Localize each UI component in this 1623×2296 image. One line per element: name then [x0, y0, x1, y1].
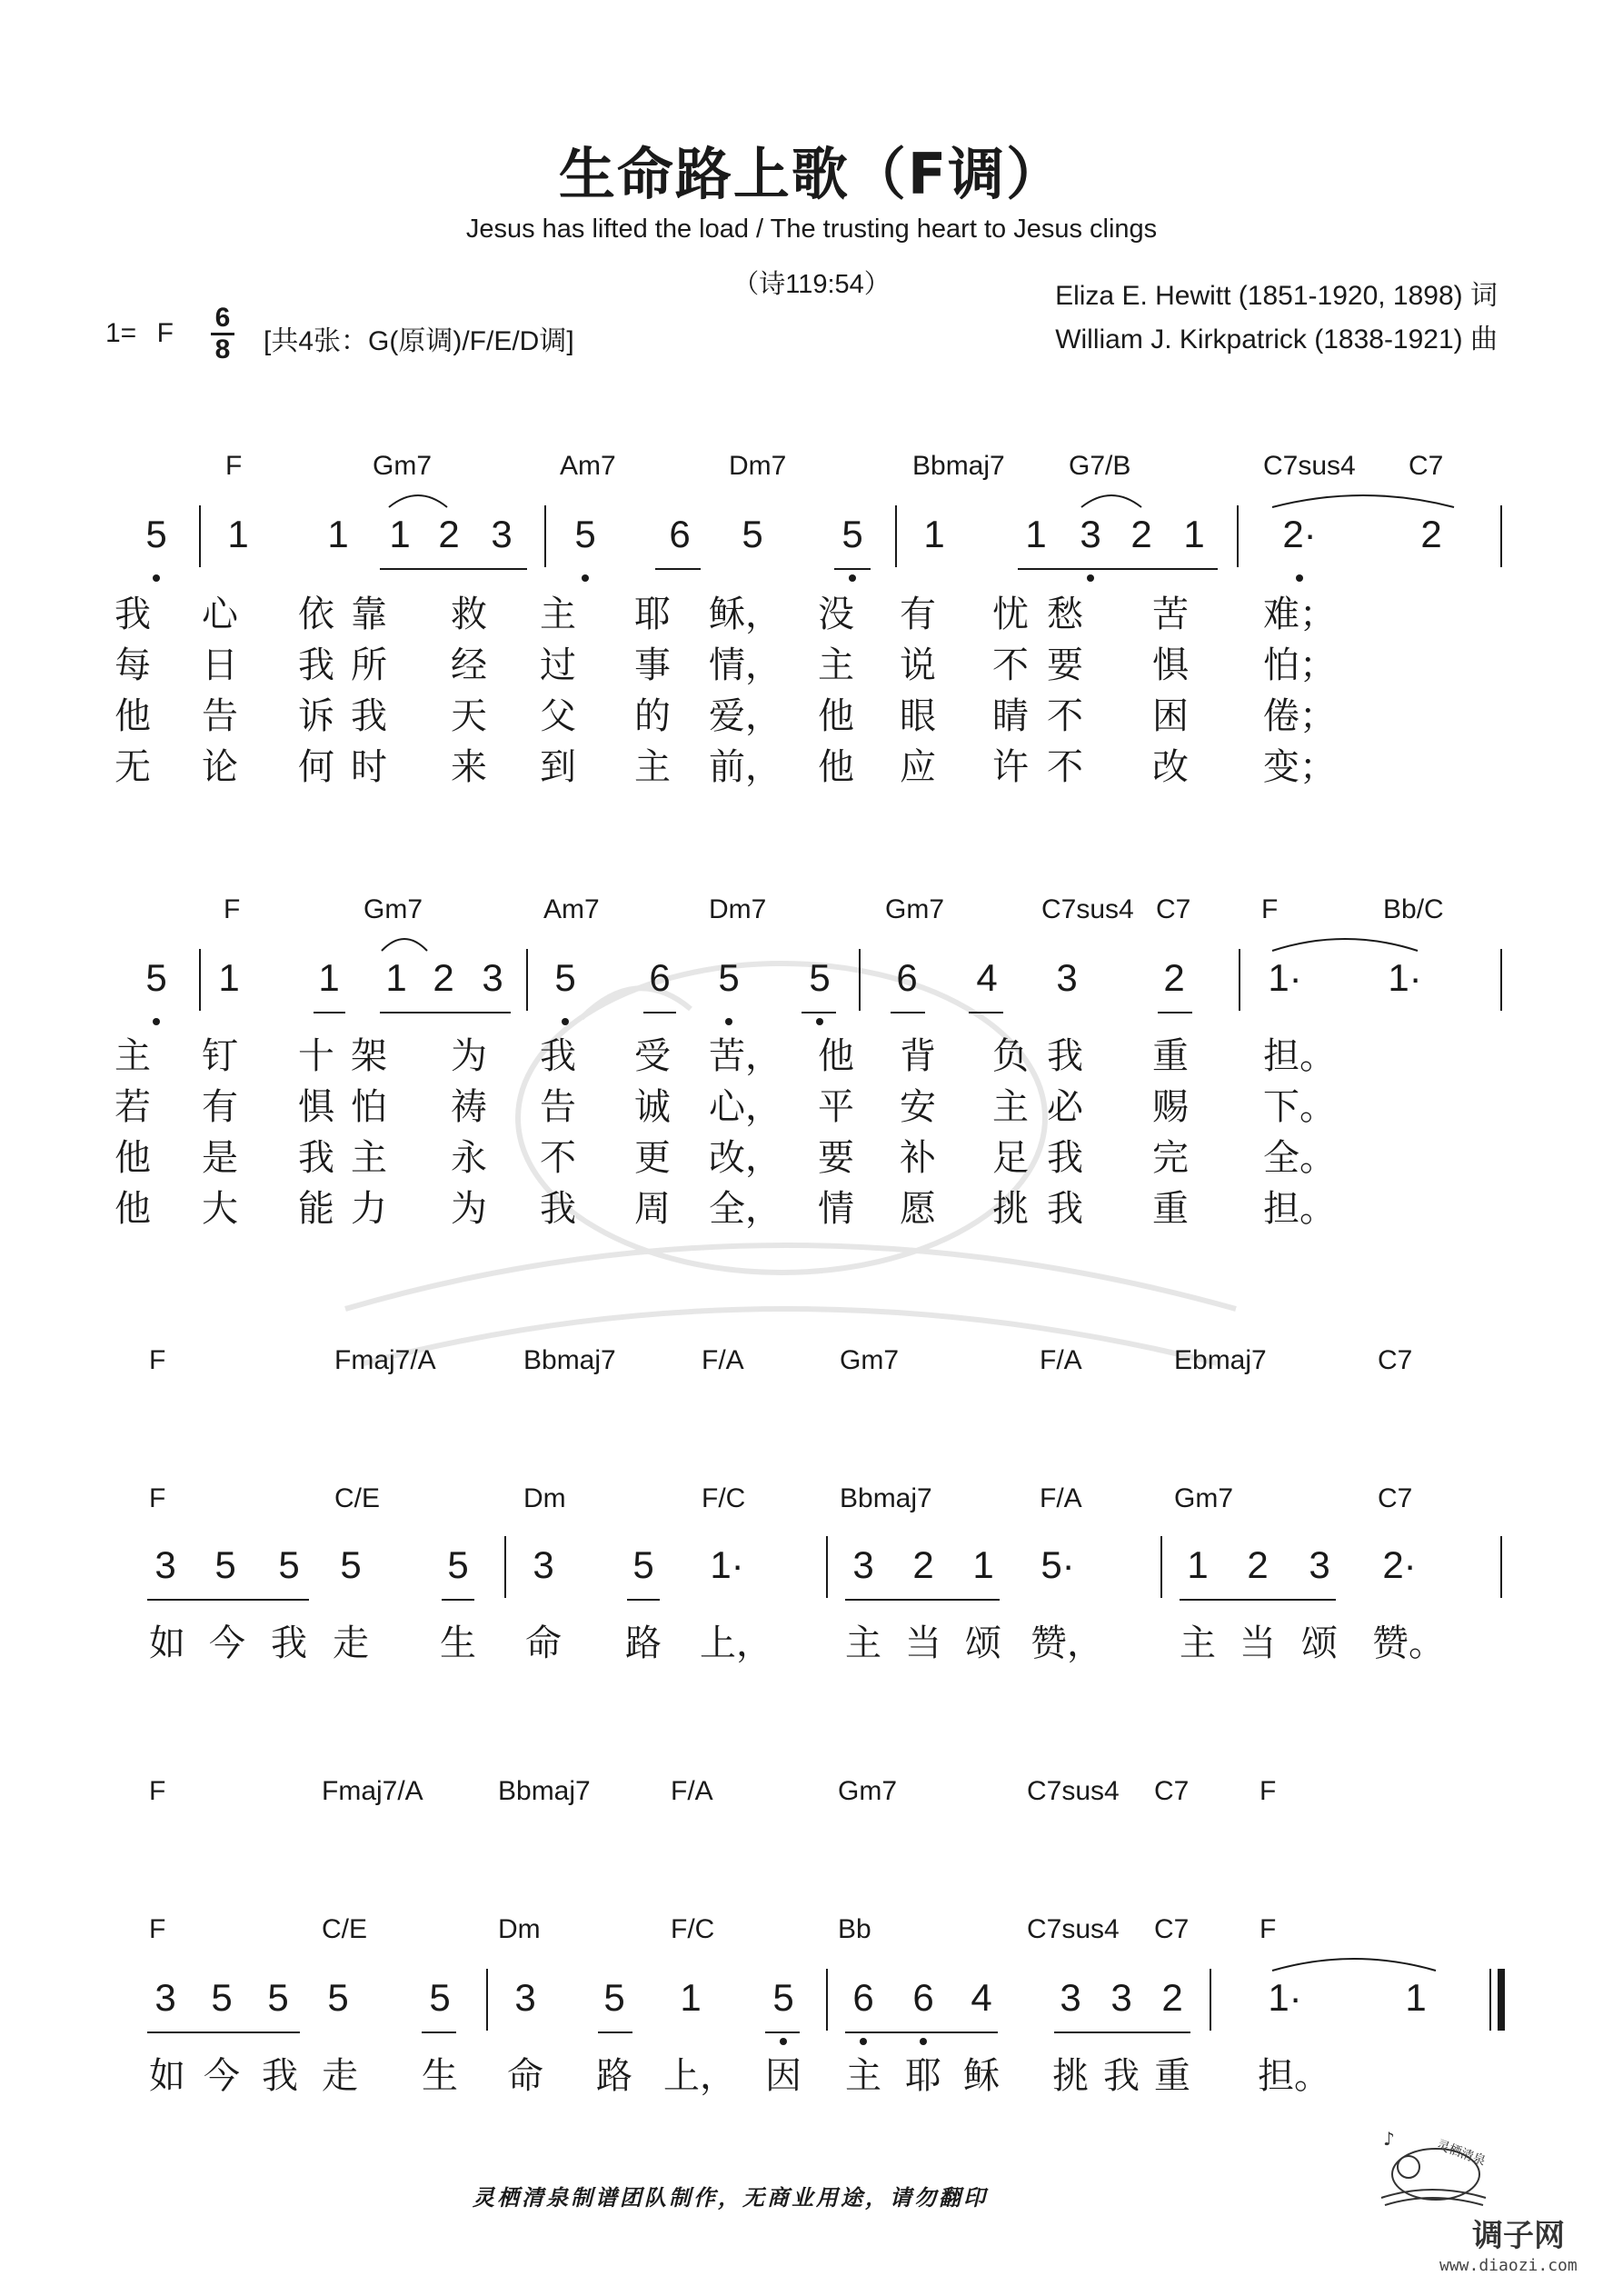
- lyric-syllable: 命: [525, 1622, 562, 1664]
- chord-label: C/E: [322, 1914, 368, 1944]
- lyric-syllable: 他: [818, 1035, 854, 1077]
- lyric-syllable: 父: [540, 695, 576, 737]
- chord-label: F: [149, 1345, 166, 1375]
- octave-dot: [725, 1018, 732, 1025]
- lyric-syllable: 主: [845, 1622, 881, 1664]
- chord-label: C7: [1154, 1776, 1190, 1806]
- lyric-syllable: 主: [992, 1086, 1029, 1128]
- note: 5: [772, 1976, 794, 2019]
- chord-label: F/C: [702, 1483, 746, 1513]
- chord-label: Am7: [560, 451, 616, 481]
- chord-label: C7sus4: [1041, 894, 1134, 924]
- lyric-syllable: 主: [634, 746, 671, 788]
- chord-label: F/A: [1040, 1345, 1082, 1375]
- lyric-syllable: 上，: [663, 2055, 736, 2097]
- lyric-syllable: 全。: [1263, 1137, 1336, 1179]
- lyric-syllable: 如: [149, 1622, 185, 1664]
- lyric-syllable: 每: [115, 644, 151, 686]
- lyric-syllable: 为: [451, 1188, 487, 1230]
- note: 5: [718, 956, 740, 999]
- note: 5: [447, 1543, 469, 1586]
- note: 3: [533, 1543, 554, 1586]
- lyric-syllable: 到: [540, 746, 576, 788]
- lyric-syllable: 生: [440, 1622, 476, 1664]
- lyric-syllable: 我: [271, 1622, 307, 1664]
- chord-label: F/A: [671, 1776, 713, 1806]
- lyric-syllable: 怕；: [1263, 644, 1336, 686]
- logo-text: 灵栖清泉: [1434, 2137, 1488, 2170]
- lyric-syllable: 赞，: [1031, 1622, 1103, 1664]
- note: 5: [211, 1976, 233, 2019]
- lyric-syllable: 上，: [700, 1622, 772, 1664]
- note: 6: [669, 513, 691, 555]
- note: 1: [385, 956, 407, 999]
- lyric-syllable: 他: [115, 695, 151, 737]
- octave-dot: [860, 2038, 867, 2045]
- lyric-syllable: 赞。: [1372, 1622, 1445, 1664]
- lyric-syllable: 主: [115, 1035, 151, 1077]
- note: 1·: [1268, 1976, 1302, 2019]
- lyric-syllable: 不: [1047, 695, 1083, 737]
- note: 1: [1025, 513, 1047, 555]
- lyric-syllable: 赐: [1152, 1086, 1189, 1128]
- chord-label: F: [149, 1483, 166, 1513]
- lyric-syllable: 来: [451, 746, 487, 788]
- note: 3: [491, 513, 513, 555]
- lyric-syllable: 事: [634, 644, 671, 686]
- note: 5: [340, 1543, 362, 1586]
- note: 4: [971, 1976, 992, 2019]
- lyric-syllable: 力: [351, 1188, 387, 1230]
- lyric-syllable: 祷: [451, 1086, 487, 1128]
- song-subtitle: Jesus has lifted the load / The trusting heart to Jesus clings: [465, 215, 1158, 244]
- lyric-syllable: 的: [634, 695, 671, 737]
- lyric-syllable: 无: [115, 746, 151, 788]
- lyric-syllable: 十: [298, 1035, 334, 1077]
- note: 1·: [1268, 956, 1302, 999]
- slur: [389, 495, 447, 507]
- lyric-syllable: 有: [202, 1086, 238, 1128]
- lyric-syllable: 变；: [1263, 746, 1336, 788]
- lyric-syllable: 说: [900, 644, 936, 686]
- chord-label: Bbmaj7: [912, 451, 1005, 481]
- lyric-syllable: 靠: [351, 594, 387, 635]
- lyric-syllable: 告: [202, 695, 238, 737]
- lyric-syllable: 不: [992, 644, 1029, 686]
- lyric-syllable: 所: [351, 644, 387, 686]
- lyric-syllable: 担。: [1263, 1035, 1336, 1077]
- note: 3: [1080, 513, 1101, 555]
- lyric-syllable: 苦: [1152, 594, 1189, 635]
- key-alternatives: [共4张：G(原调)/F/E/D调]: [264, 326, 574, 356]
- lyric-syllable: 惧: [1152, 644, 1189, 686]
- lyric-syllable: 要: [818, 1137, 854, 1179]
- lyric-syllable: 主: [845, 2055, 881, 2097]
- note: 5: [327, 1976, 349, 2019]
- chord-label: F/C: [671, 1914, 715, 1944]
- lyric-syllable: 前，: [709, 746, 782, 788]
- chord-label: Dm: [498, 1914, 541, 1944]
- lyric-syllable: 负: [992, 1035, 1029, 1077]
- lyric-syllable: 更: [634, 1137, 671, 1179]
- note: 1·: [710, 1543, 744, 1586]
- lyric-syllable: 路: [625, 1622, 662, 1664]
- chord-label: Dm: [523, 1483, 566, 1513]
- lyric-syllable: 主: [1180, 1622, 1216, 1664]
- slur: [1272, 495, 1454, 507]
- time-denominator: 8: [214, 334, 231, 364]
- note: 6: [852, 1976, 874, 2019]
- chord-label: Gm7: [885, 894, 945, 924]
- octave-dot: [780, 2038, 787, 2045]
- lyric-syllable: 他: [818, 695, 854, 737]
- note: 1: [1183, 513, 1205, 555]
- note: 5: [145, 513, 167, 555]
- lyric-syllable: 挑: [992, 1188, 1029, 1230]
- note: 2: [1247, 1543, 1269, 1586]
- lyric-syllable: 心: [202, 594, 238, 635]
- octave-dot: [153, 1018, 160, 1025]
- chord-label: Gm7: [373, 451, 433, 481]
- chord-label: C/E: [334, 1483, 381, 1513]
- note: 2: [1130, 513, 1152, 555]
- lyric-syllable: 挑: [1052, 2055, 1089, 2097]
- chord-label: Gm7: [838, 1776, 898, 1806]
- note: 3: [1309, 1543, 1330, 1586]
- note: 2: [912, 1543, 934, 1586]
- svg-text:♪: ♪: [1383, 2128, 1395, 2150]
- octave-dot: [1296, 574, 1303, 582]
- lyric-syllable: 架: [351, 1035, 387, 1077]
- lyric-syllable: 经: [451, 644, 487, 686]
- note: 1: [227, 513, 249, 555]
- note: 1: [923, 513, 945, 555]
- lyric-syllable: 我: [1047, 1137, 1083, 1179]
- lyric-syllable: 重: [1154, 2055, 1190, 2097]
- lyric-syllable: 难；: [1263, 594, 1336, 635]
- lyric-syllable: 当: [905, 1622, 941, 1664]
- note: 6: [912, 1976, 934, 2019]
- lyric-syllable: 不: [1047, 746, 1083, 788]
- key-note: F: [156, 318, 174, 348]
- lyric-syllable: 全，: [709, 1188, 782, 1230]
- lyric-syllable: 主: [818, 644, 854, 686]
- lyric-syllable: 必: [1047, 1086, 1083, 1128]
- key-prefix: 1=: [105, 318, 137, 348]
- note: 2·: [1382, 1543, 1417, 1586]
- note: 5: [841, 513, 863, 555]
- lyric-syllable: 依: [298, 594, 334, 635]
- lyric-syllable: 因: [765, 2055, 802, 2097]
- note: 6: [896, 956, 918, 999]
- note: 2: [433, 956, 454, 999]
- chord-label: C7sus4: [1027, 1914, 1120, 1944]
- chord-label: F: [1260, 1776, 1277, 1806]
- note: 4: [976, 956, 998, 999]
- lyric-syllable: 倦；: [1263, 695, 1336, 737]
- note: 2·: [1282, 513, 1317, 555]
- chord-label: C7: [1156, 894, 1191, 924]
- note: 1·: [1388, 956, 1422, 999]
- lyric-syllable: 不: [540, 1137, 576, 1179]
- lyric-syllable: 我: [540, 1188, 576, 1230]
- lyric-syllable: 有: [900, 594, 936, 635]
- note: 5: [603, 1976, 625, 2019]
- lyric-syllable: 大: [202, 1188, 238, 1230]
- lyric-syllable: 何: [298, 746, 334, 788]
- lyric-syllable: 今: [204, 2055, 240, 2097]
- note: 5: [267, 1976, 289, 2019]
- lyric-syllable: 路: [596, 2055, 632, 2097]
- chord-label: C7sus4: [1263, 451, 1356, 481]
- chord-label: C7: [1154, 1914, 1190, 1944]
- lyric-syllable: 担。: [1258, 2055, 1330, 2097]
- note: 3: [514, 1976, 536, 2019]
- song-title: 生命路上歌（F调）: [558, 141, 1065, 207]
- lyric-syllable: 耶: [634, 594, 671, 635]
- time-numerator: 6: [214, 303, 231, 333]
- note: 5: [574, 513, 596, 555]
- lyric-syllable: 眼: [900, 695, 936, 737]
- lyric-syllable: 论: [202, 746, 238, 788]
- note: 1: [1405, 1976, 1427, 2019]
- note: 2: [1161, 1976, 1183, 2019]
- octave-dot: [582, 574, 589, 582]
- lyric-syllable: 走: [333, 1622, 369, 1664]
- octave-dot: [816, 1018, 823, 1025]
- lyric-syllable: 他: [115, 1137, 151, 1179]
- lyric-syllable: 完: [1152, 1137, 1189, 1179]
- lyric-syllable: 周: [634, 1188, 671, 1230]
- lyric-syllable: 情，: [709, 644, 782, 686]
- lyric-syllable: 当: [1240, 1622, 1276, 1664]
- lyric-syllable: 重: [1152, 1035, 1189, 1077]
- lyric-syllable: 主: [351, 1137, 387, 1179]
- chord-label: G7/B: [1069, 451, 1131, 481]
- lyric-syllable: 能: [298, 1188, 334, 1230]
- chord-label: Gm7: [840, 1345, 900, 1375]
- scripture-reference: （诗119:54）: [732, 270, 891, 299]
- chord-label: Ebmaj7: [1174, 1345, 1267, 1375]
- lyric-syllable: 应: [900, 746, 936, 788]
- note: 1: [972, 1543, 994, 1586]
- footer-credit: 灵栖清泉制谱团队制作，无商业用途，请勿翻印: [473, 2184, 988, 2211]
- chord-label: C7sus4: [1027, 1776, 1120, 1806]
- lyric-syllable: 稣: [963, 2055, 1000, 2097]
- note: 6: [649, 956, 671, 999]
- lyric-syllable: 足: [992, 1137, 1029, 1179]
- lyric-syllable: 如: [149, 2055, 185, 2097]
- chord-label: Am7: [543, 894, 600, 924]
- chord-label: Dm7: [709, 894, 767, 924]
- chord-label: Gm7: [363, 894, 423, 924]
- note: 3: [154, 1976, 176, 2019]
- lyric-syllable: 愿: [900, 1188, 936, 1230]
- lyric-syllable: 要: [1047, 644, 1083, 686]
- watermark-name: 调子网: [1472, 2218, 1565, 2254]
- composer-credit: William J. Kirkpatrick (1838-1921) 曲: [1055, 324, 1498, 354]
- chord-label: C7: [1409, 451, 1444, 481]
- chord-label: C7: [1378, 1345, 1413, 1375]
- note: 5: [554, 956, 576, 999]
- lyric-syllable: 日: [202, 644, 238, 686]
- lyric-syllable: 我: [298, 644, 334, 686]
- note: 1: [218, 956, 240, 999]
- lyric-syllable: 告: [540, 1086, 576, 1128]
- note: 3: [482, 956, 503, 999]
- lyric-syllable: 今: [209, 1622, 245, 1664]
- lyric-syllable: 没: [818, 594, 854, 635]
- lyric-syllable: 惧: [298, 1086, 334, 1128]
- lyric-syllable: 改，: [709, 1137, 782, 1179]
- lyricist-credit: Eliza E. Hewitt (1851-1920, 1898) 词: [1055, 281, 1498, 311]
- chord-label: F: [1261, 894, 1279, 924]
- lyric-syllable: 我: [540, 1035, 576, 1077]
- note: 2: [1163, 956, 1185, 999]
- lyric-syllable: 走: [322, 2055, 358, 2097]
- octave-dot: [920, 2038, 927, 2045]
- chord-label: F: [149, 1776, 166, 1806]
- chord-label: Bb: [838, 1914, 871, 1944]
- lyric-syllable: 我: [115, 594, 151, 635]
- slur: [1272, 939, 1418, 951]
- octave-dot: [153, 574, 160, 582]
- lyric-syllable: 背: [900, 1035, 936, 1077]
- lyric-syllable: 我: [298, 1137, 334, 1179]
- lyric-syllable: 命: [507, 2055, 543, 2097]
- chord-label: Bbmaj7: [523, 1345, 616, 1375]
- chord-label: C7: [1378, 1483, 1413, 1513]
- note: 1: [389, 513, 411, 555]
- chord-label: F: [224, 894, 241, 924]
- lyric-syllable: 下。: [1263, 1086, 1336, 1128]
- lyric-syllable: 若: [115, 1086, 151, 1128]
- note: 5: [632, 1543, 654, 1586]
- note: 5·: [1041, 1543, 1075, 1586]
- lyric-syllable: 我: [262, 2055, 298, 2097]
- lyric-syllable: 许: [992, 746, 1029, 788]
- lyric-syllable: 我: [1103, 2055, 1140, 2097]
- lyric-syllable: 过: [540, 644, 576, 686]
- lyric-syllable: 忧: [992, 594, 1029, 635]
- octave-dot: [562, 1018, 569, 1025]
- lyric-syllable: 困: [1152, 695, 1189, 737]
- watermark-url: www.diaozi.com: [1439, 2256, 1578, 2275]
- note: 1: [318, 956, 340, 999]
- chord-label: Fmaj7/A: [334, 1345, 436, 1375]
- note: 5: [429, 1976, 451, 2019]
- chord-label: Gm7: [1174, 1483, 1234, 1513]
- slur: [1272, 1959, 1436, 1971]
- sheep-logo-icon: [1372, 2127, 1490, 2209]
- note: 1: [327, 513, 349, 555]
- lyric-syllable: 永: [451, 1137, 487, 1179]
- lyric-syllable: 他: [115, 1188, 151, 1230]
- octave-dot: [849, 574, 856, 582]
- lyric-syllable: 主: [540, 594, 576, 635]
- lyric-syllable: 他: [818, 746, 854, 788]
- note: 5: [742, 513, 763, 555]
- lyric-syllable: 钉: [202, 1035, 238, 1077]
- note: 1: [1187, 1543, 1209, 1586]
- chord-label: Bb/C: [1383, 894, 1444, 924]
- lyric-syllable: 诉: [298, 695, 334, 737]
- note: 3: [1110, 1976, 1132, 2019]
- lyric-syllable: 我: [351, 695, 387, 737]
- lyric-syllable: 为: [451, 1035, 487, 1077]
- lyric-syllable: 是: [202, 1137, 238, 1179]
- lyric-syllable: 爱，: [709, 695, 782, 737]
- logo: [1372, 2127, 1490, 2209]
- note: 5: [278, 1543, 300, 1586]
- lyric-syllable: 天: [451, 695, 487, 737]
- note: 3: [154, 1543, 176, 1586]
- lyric-syllable: 改: [1152, 746, 1189, 788]
- lyric-syllable: 稣，: [709, 594, 782, 635]
- slur: [382, 939, 427, 951]
- chord-label: Bbmaj7: [840, 1483, 932, 1513]
- octave-dot: [1087, 574, 1094, 582]
- note: 2: [1420, 513, 1442, 555]
- lyric-syllable: 心，: [709, 1086, 782, 1128]
- lyric-syllable: 颂: [1301, 1622, 1338, 1664]
- lyric-syllable: 救: [451, 594, 487, 635]
- lyric-syllable: 情: [818, 1188, 854, 1230]
- lyric-syllable: 生: [422, 2055, 458, 2097]
- note: 2: [438, 513, 460, 555]
- lyric-syllable: 安: [900, 1086, 936, 1128]
- lyric-syllable: 怕: [351, 1086, 387, 1128]
- lyric-syllable: 时: [351, 746, 387, 788]
- lyric-syllable: 我: [1047, 1035, 1083, 1077]
- chord-label: Fmaj7/A: [322, 1776, 423, 1806]
- lyric-syllable: 重: [1152, 1188, 1189, 1230]
- lyric-syllable: 我: [1047, 1188, 1083, 1230]
- lyric-syllable: 担。: [1263, 1188, 1336, 1230]
- chord-label: F: [149, 1914, 166, 1944]
- lyric-syllable: 诚: [634, 1086, 671, 1128]
- lyric-syllable: 愁: [1047, 594, 1083, 635]
- chord-label: Bbmaj7: [498, 1776, 591, 1806]
- note: 3: [1060, 1976, 1081, 2019]
- note: 5: [809, 956, 831, 999]
- note: 5: [145, 956, 167, 999]
- chord-label: F: [225, 451, 243, 481]
- chord-label: F: [1260, 1914, 1277, 1944]
- chord-label: F/A: [1040, 1483, 1082, 1513]
- lyric-syllable: 睛: [992, 695, 1029, 737]
- slur: [1081, 495, 1141, 507]
- chord-label: F/A: [702, 1345, 744, 1375]
- chord-label: Dm7: [729, 451, 787, 481]
- note: 3: [1056, 956, 1078, 999]
- note: 3: [852, 1543, 874, 1586]
- note: 5: [214, 1543, 236, 1586]
- lyric-syllable: 受: [634, 1035, 671, 1077]
- lyric-syllable: 苦，: [709, 1035, 782, 1077]
- lyric-syllable: 耶: [905, 2055, 941, 2097]
- lyric-syllable: 平: [818, 1086, 854, 1128]
- lyric-syllable: 补: [900, 1137, 936, 1179]
- lyric-syllable: 颂: [965, 1622, 1001, 1664]
- note: 1: [680, 1976, 702, 2019]
